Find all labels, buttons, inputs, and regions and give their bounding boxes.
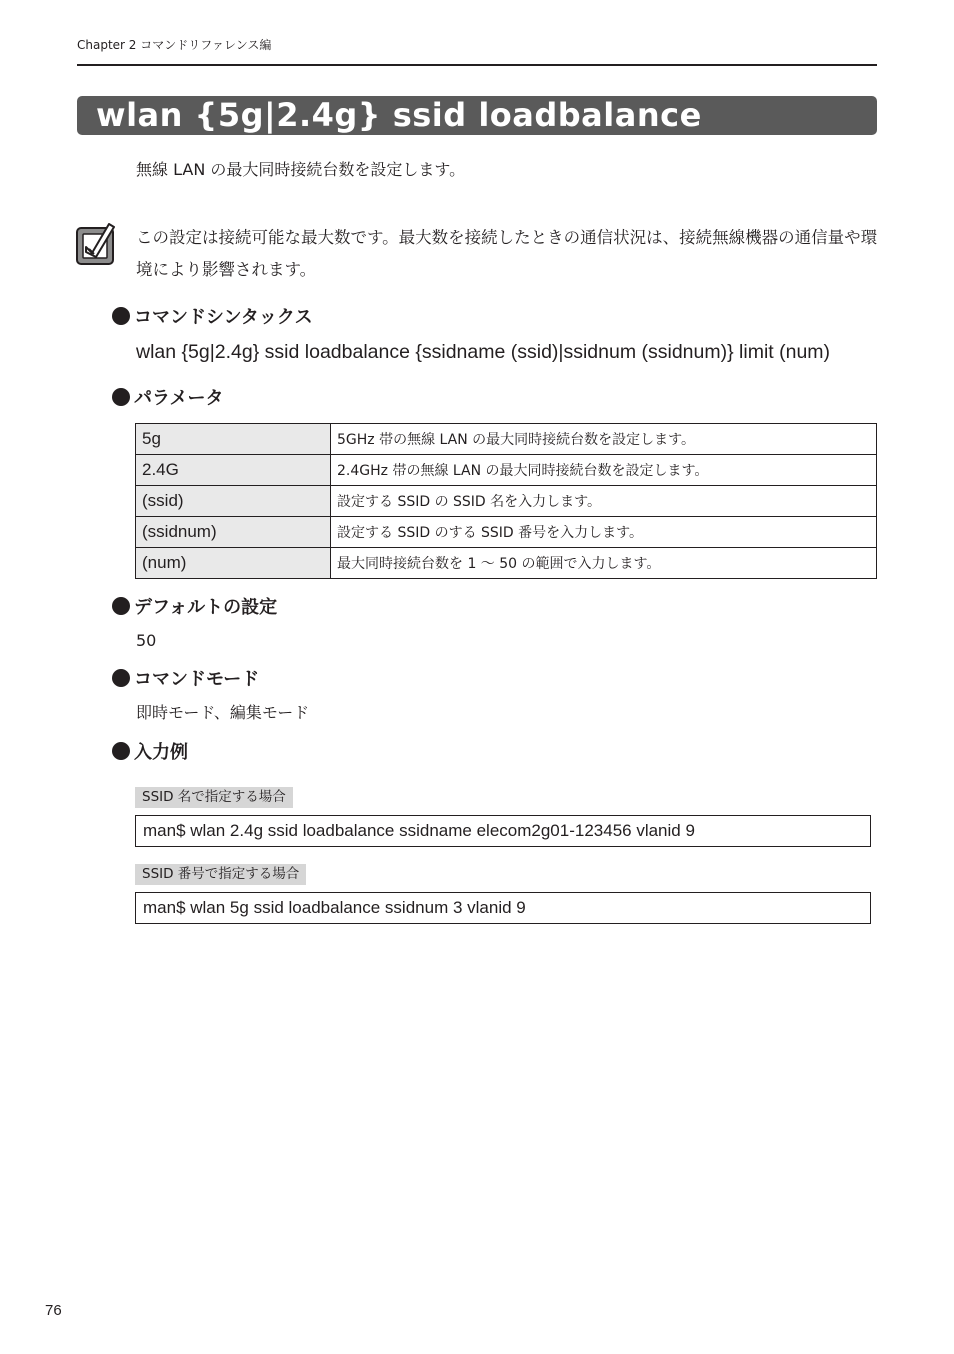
param-desc: 5GHz 帯の無線 LAN の最大同時接続台数を設定します。 bbox=[331, 424, 877, 455]
table-row bbox=[136, 455, 877, 486]
default-heading bbox=[112, 595, 277, 621]
example-heading bbox=[112, 740, 188, 766]
example-heading-label: 入力例 bbox=[134, 742, 188, 763]
heading-bullet bbox=[112, 597, 130, 615]
syntax-heading bbox=[112, 305, 313, 331]
params-table bbox=[135, 423, 877, 579]
table-row bbox=[136, 424, 877, 455]
table-row bbox=[136, 517, 877, 548]
example-code: man$ wlan 5g ssid loadbalance ssidnum 3 vlanid 9 bbox=[135, 892, 871, 924]
intro-text: 無線 LAN の最大同時接続台数を設定します。 bbox=[136, 160, 466, 179]
mode-heading-label: コマンドモード bbox=[134, 669, 260, 690]
param-name: 2.4G bbox=[136, 455, 331, 486]
heading-bullet bbox=[112, 307, 130, 325]
memo-pencil-icon bbox=[74, 220, 120, 266]
param-name: (ssidnum) bbox=[136, 517, 331, 548]
command-title: wlan {5g|2.4g} ssid loadbalance bbox=[96, 96, 702, 134]
chapter-header: Chapter 2 コマンドリファレンス編 bbox=[77, 38, 272, 52]
header-rule bbox=[77, 64, 877, 66]
command-title-bar bbox=[77, 96, 877, 135]
mode-value: 即時モード、編集モード bbox=[136, 703, 310, 722]
param-name: (num) bbox=[136, 548, 331, 579]
note-text: この設定は接続可能な最大数です。最大数を接続したときの通信状況は、接続無線機器の通信量や環境により影響されます。 bbox=[136, 228, 878, 279]
param-desc: 設定する SSID のする SSID 番号を入力します。 bbox=[331, 517, 877, 548]
mode-heading bbox=[112, 667, 259, 693]
command-syntax: wlan {5g|2.4g} ssid loadbalance {ssidname (ssid)|ssidnum (ssidnum)} limit (num) bbox=[136, 341, 831, 363]
table-row bbox=[136, 548, 877, 579]
page-number: 76 bbox=[45, 1302, 62, 1319]
example-label: SSID 番号で指定する場合 bbox=[135, 864, 306, 885]
param-name: 5g bbox=[136, 424, 331, 455]
example-code: man$ wlan 2.4g ssid loadbalance ssidname elecom2g01-123456 vlanid 9 bbox=[135, 815, 871, 847]
heading-bullet bbox=[112, 669, 130, 687]
param-desc: 2.4GHz 帯の無線 LAN の最大同時接続台数を設定します。 bbox=[331, 455, 877, 486]
param-desc: 最大同時接続台数を 1 〜 50 の範囲で入力します。 bbox=[331, 548, 877, 579]
heading-bullet bbox=[112, 388, 130, 406]
params-heading bbox=[112, 386, 223, 412]
syntax-heading-label: コマンドシンタックス bbox=[134, 307, 313, 328]
default-value: 50 bbox=[136, 631, 157, 650]
param-name: (ssid) bbox=[136, 486, 331, 517]
params-heading-label: パラメータ bbox=[134, 388, 224, 409]
default-heading-label: デフォルトの設定 bbox=[134, 597, 278, 618]
param-desc: 設定する SSID の SSID 名を入力します。 bbox=[331, 486, 877, 517]
heading-bullet bbox=[112, 742, 130, 760]
table-row bbox=[136, 486, 877, 517]
example-label: SSID 名で指定する場合 bbox=[135, 787, 293, 808]
